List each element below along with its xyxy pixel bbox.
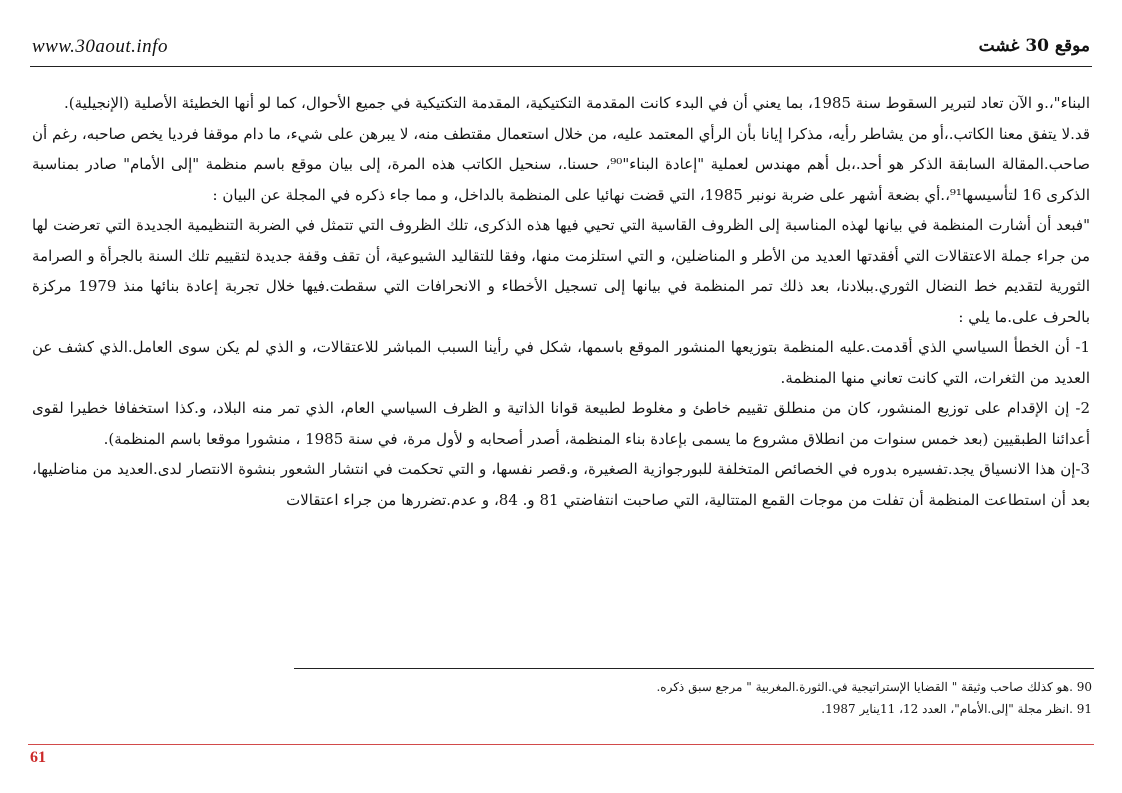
site-url: www.30aout.info	[32, 36, 168, 57]
page-header	[30, 30, 1092, 67]
paragraph: 1- أن الخطأ السياسي الذي أقدمت.عليه المنظمة بتوزيعها المنشور الموقع باسمها، شكل في رأينا السبب المباشر للاعتقالات، و الذي لم يكن سوى العامل.الذي كشف عن العديد من الثغرات، التي كانت تعاني منها المنظمة.	[32, 338, 1090, 387]
paragraph: 3-إن هذا الانسياق يجد.تفسيره بدوره في الخصائص المتخلفة للبورجوازية الصغيرة، و.قصر نفسها، و التي تحكمت في انتشار الشعور بنشوة الانتصار لدى.العديد من مناضليها، بعد أن استطاعت المنظمة أن تفلت من موجات القمع المتتالية، التي صاحبت انتفاضتي 81 و. 84، و عدم.تضررها من جراء اعتقالات	[32, 460, 1090, 509]
paragraph: "فبعد أن أشارت المنظمة في بيانها لهذه المناسبة إلى الظروف القاسية التي تحيي فيها هذه الذكرى، تلك الظروف التي تتمثل في الضربة التنظيمية الجديدة التي تعرضت لها من جراء جملة الاعتقالات التي أفقدتها العديد من الأطر و المناضلين، و التي استلزمت منها، وفقا للتقاليد الشيوعية، أن تقف وقفة جديدة لتقييم تلك السنة بالجرأة و الصرامة الثورية لتقديم خط النضال الثوري.ببلادنا، بعد ذلك تمر المنظمة في بيانها إلى تسجيل الأخطاء و الانحرافات التي سقطت.فيها خلال تجربة إعادة بنائها منذ 1979 مركزة بالحرف على.ما يلي :	[32, 216, 1090, 326]
footnotes-divider	[294, 668, 1094, 669]
paragraph: البناء"،.و الآن تعاد لتبرير السقوط سنة 1985، بما يعني أن في البدء كانت المقدمة التكتيكية، المقدمة التكتيكية في جميع الأحوال، كما لو أنها الخطيئة الأصلية (الإنجيلية).	[63, 94, 1090, 112]
paragraph: قد.لا يتفق معنا الكاتب.،أو من يشاطر رأيه، مذكرا إيانا بأن الرأي المعتمد عليه، من خلال استعمال مقتطف منه، لا يبرهن على شيء، ما دام موقفا فرديا يخص صاحبه، رغم أن صاحب.المقالة السابقة الذكر هو أحد.،بل أهم مهندس لعملية "إعادة البناء"⁹⁰، حسنا.، سنحيل الكاتب هذه المرة، إلى بيان موقع باسم منظمة "إلى الأمام" صادر بمناسبة الذكرى 16 لتأسيسها⁹¹،.أي بضعة أشهر على ضربة نونبر 1985، التي قضت نهائيا على المنظمة بالداخل، و مما جاء ذكره في المجلة عن البيان :	[32, 124, 1090, 204]
footnote: 90 .هو كذلك صاحب وثيقة " القضايا الإستراتيجية في.الثورة.المغربية " مرجع سبق ذكره.	[656, 680, 1092, 694]
site-name: موقع 30 غشت	[978, 36, 1090, 56]
page-footer	[28, 744, 1094, 766]
paragraph: 2- إن الإقدام على توزيع المنشور، كان من منطلق تقييم خاطئ و مغلوط لطبيعة قوانا الذاتية و الظرف السياسي العام، الذي تمر منه البلاد، و.كذا استخفافا خطيرا لقوى أعدائنا الطبقيين (بعد خمس سنوات من انطلاق مشروع ما يسمى بإعادة بناء المنظمة، أصدر أصحابه و لأول مرة، في سنة 1985 ، منشورا موقعا باسم المنظمة).	[32, 399, 1090, 448]
body-text	[32, 88, 1090, 515]
footnote: 91 .انظر مجلة "إلى.الأمام"، العدد 12، 11يناير 1987.	[821, 702, 1092, 716]
footnotes	[292, 676, 1092, 720]
page-number: 61	[30, 749, 46, 766]
